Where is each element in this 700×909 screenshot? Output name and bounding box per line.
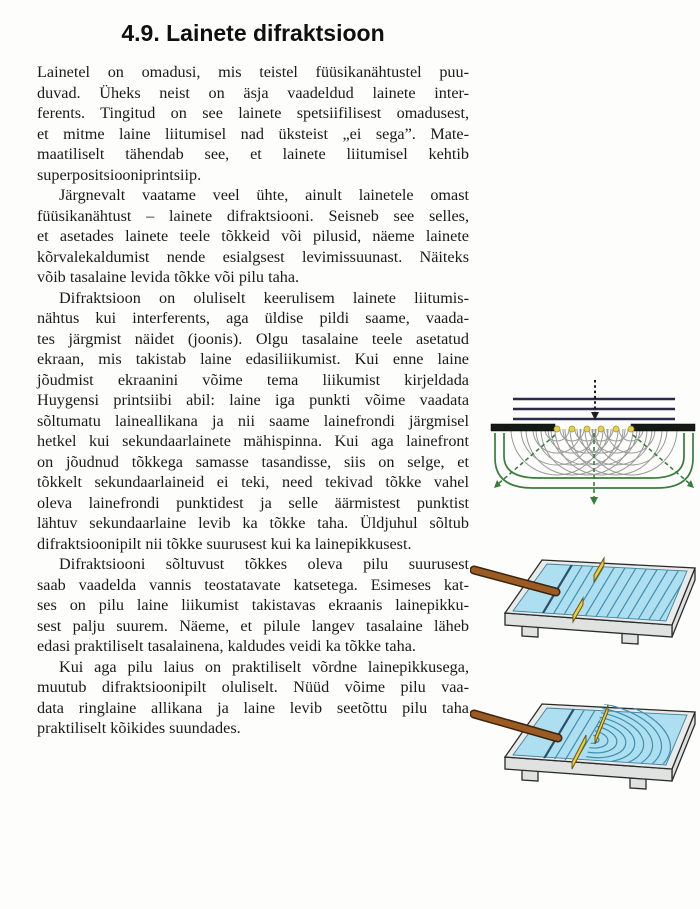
text-line: Järgnevalt vaatame veel ühte, ainult lainetele omast xyxy=(59,186,469,204)
text-line: lähtuv sekundaarlaine levib ka tõkke taha. Üldjuhul sõltub xyxy=(37,514,469,532)
text-line: praktiliselt kõikides suundades. xyxy=(37,719,241,737)
ripple-tank-narrow-slit xyxy=(470,692,700,818)
text-line: edasi praktiliselt tasalainena, kaldudes veidi ka tõkke taha. xyxy=(37,637,416,655)
text-line: Kui aga pilu laius on praktiliselt võrdne lainepikkusega, xyxy=(59,657,469,676)
text-line: ses on pilu laine liikumist takistavas ekraanis lainepikku- xyxy=(37,596,469,614)
text-line: nähtus kui interferents, aga üldise pildi saame, vaada- xyxy=(37,309,469,327)
text-line: sõltumatu laineallikana ja nii saame lainefrondi järgmisel xyxy=(37,411,469,430)
text-line: Difraktsiooni sõltuvust tõkkes oleva pilu suurusest xyxy=(59,555,469,573)
point-sources xyxy=(554,426,634,432)
text-line: et asetades lainete teele tõkkeid või pilusid, näeme lainete xyxy=(37,227,469,245)
text-line: Huygensi printsiibi abil: laine iga punkti võime vaadata xyxy=(37,391,469,409)
text-line: tes järgmist näidet (joonis). Olgu tasalaine teele asetatud xyxy=(37,329,469,348)
text-line: oleva lainefrondi punktidest ja selle äärmistest punktist xyxy=(37,493,469,512)
text-line: Lainetel on omadusi, mis teistel füüsikanähtustel puu- xyxy=(37,63,469,81)
ripple-tank-wide-slit xyxy=(470,550,700,675)
text-line: hetkel kui sekundaarlainete mähispinna. Kui aga lainefront xyxy=(37,432,469,450)
body-text xyxy=(37,62,469,739)
text-line: võib tasalaine levida tõkke või pilu taha. xyxy=(37,268,300,286)
text-line: data ringlaine allikana ja laine levib seetõttu pilu taha xyxy=(37,698,469,717)
text-line: duvad. Üheks neist on äsja vaadeldud lainete inter- xyxy=(37,83,469,102)
text-line: saab vaadelda vannis teostatavate katsetega. Esimeses kat- xyxy=(37,575,469,594)
text-line: jõudmist ekraanini võime tema liikumist kirjeldada xyxy=(37,370,469,389)
text-line: et mitme laine liitumisel nad üksteist „ei sega”. Mate- xyxy=(37,124,469,143)
text-line: Difraktsioon on oluliselt keerulisem lainete liitumis- xyxy=(59,288,469,307)
text-line: difraktsioonipilt nii tõkke suurusest kui ka lainepikkusest. xyxy=(37,534,412,553)
huygens-principle-diagram xyxy=(476,374,700,514)
text-line: superpositsiooniprintsiip. xyxy=(37,165,202,184)
text-line: ferents. Tingitud on see lainete spetsiifilisest omadusest, xyxy=(37,104,469,122)
text-line: maatiliselt tähendab see, et lainete liitumisel kehtib xyxy=(37,145,469,163)
text-line: ekraan, mis takistab laine edasiliikumist. Kui enne laine xyxy=(37,350,469,368)
text-line: muutub difraktsioonipilt oluliselt. Nüüd võime pilu vaa- xyxy=(37,678,469,696)
text-line: on jõudnud tõkkega samasse tasandisse, siis on selge, et xyxy=(37,452,469,471)
text-line: sest palju suurem. Näeme, et pilule langev tasalaine läheb xyxy=(37,616,469,635)
text-line: kõrvalekaldumist nende esialgsest levimissuunast. Näiteks xyxy=(37,247,469,266)
section-title: 4.9. Lainete difraktsioon xyxy=(121,20,385,46)
text-line: füüsikanähtust – lainete difraktsiooni. Seisneb see selles, xyxy=(37,206,469,225)
text-line: tõkkelt sekundaarlaineid ei teki, need tekivad tõkke vahel xyxy=(37,473,469,491)
